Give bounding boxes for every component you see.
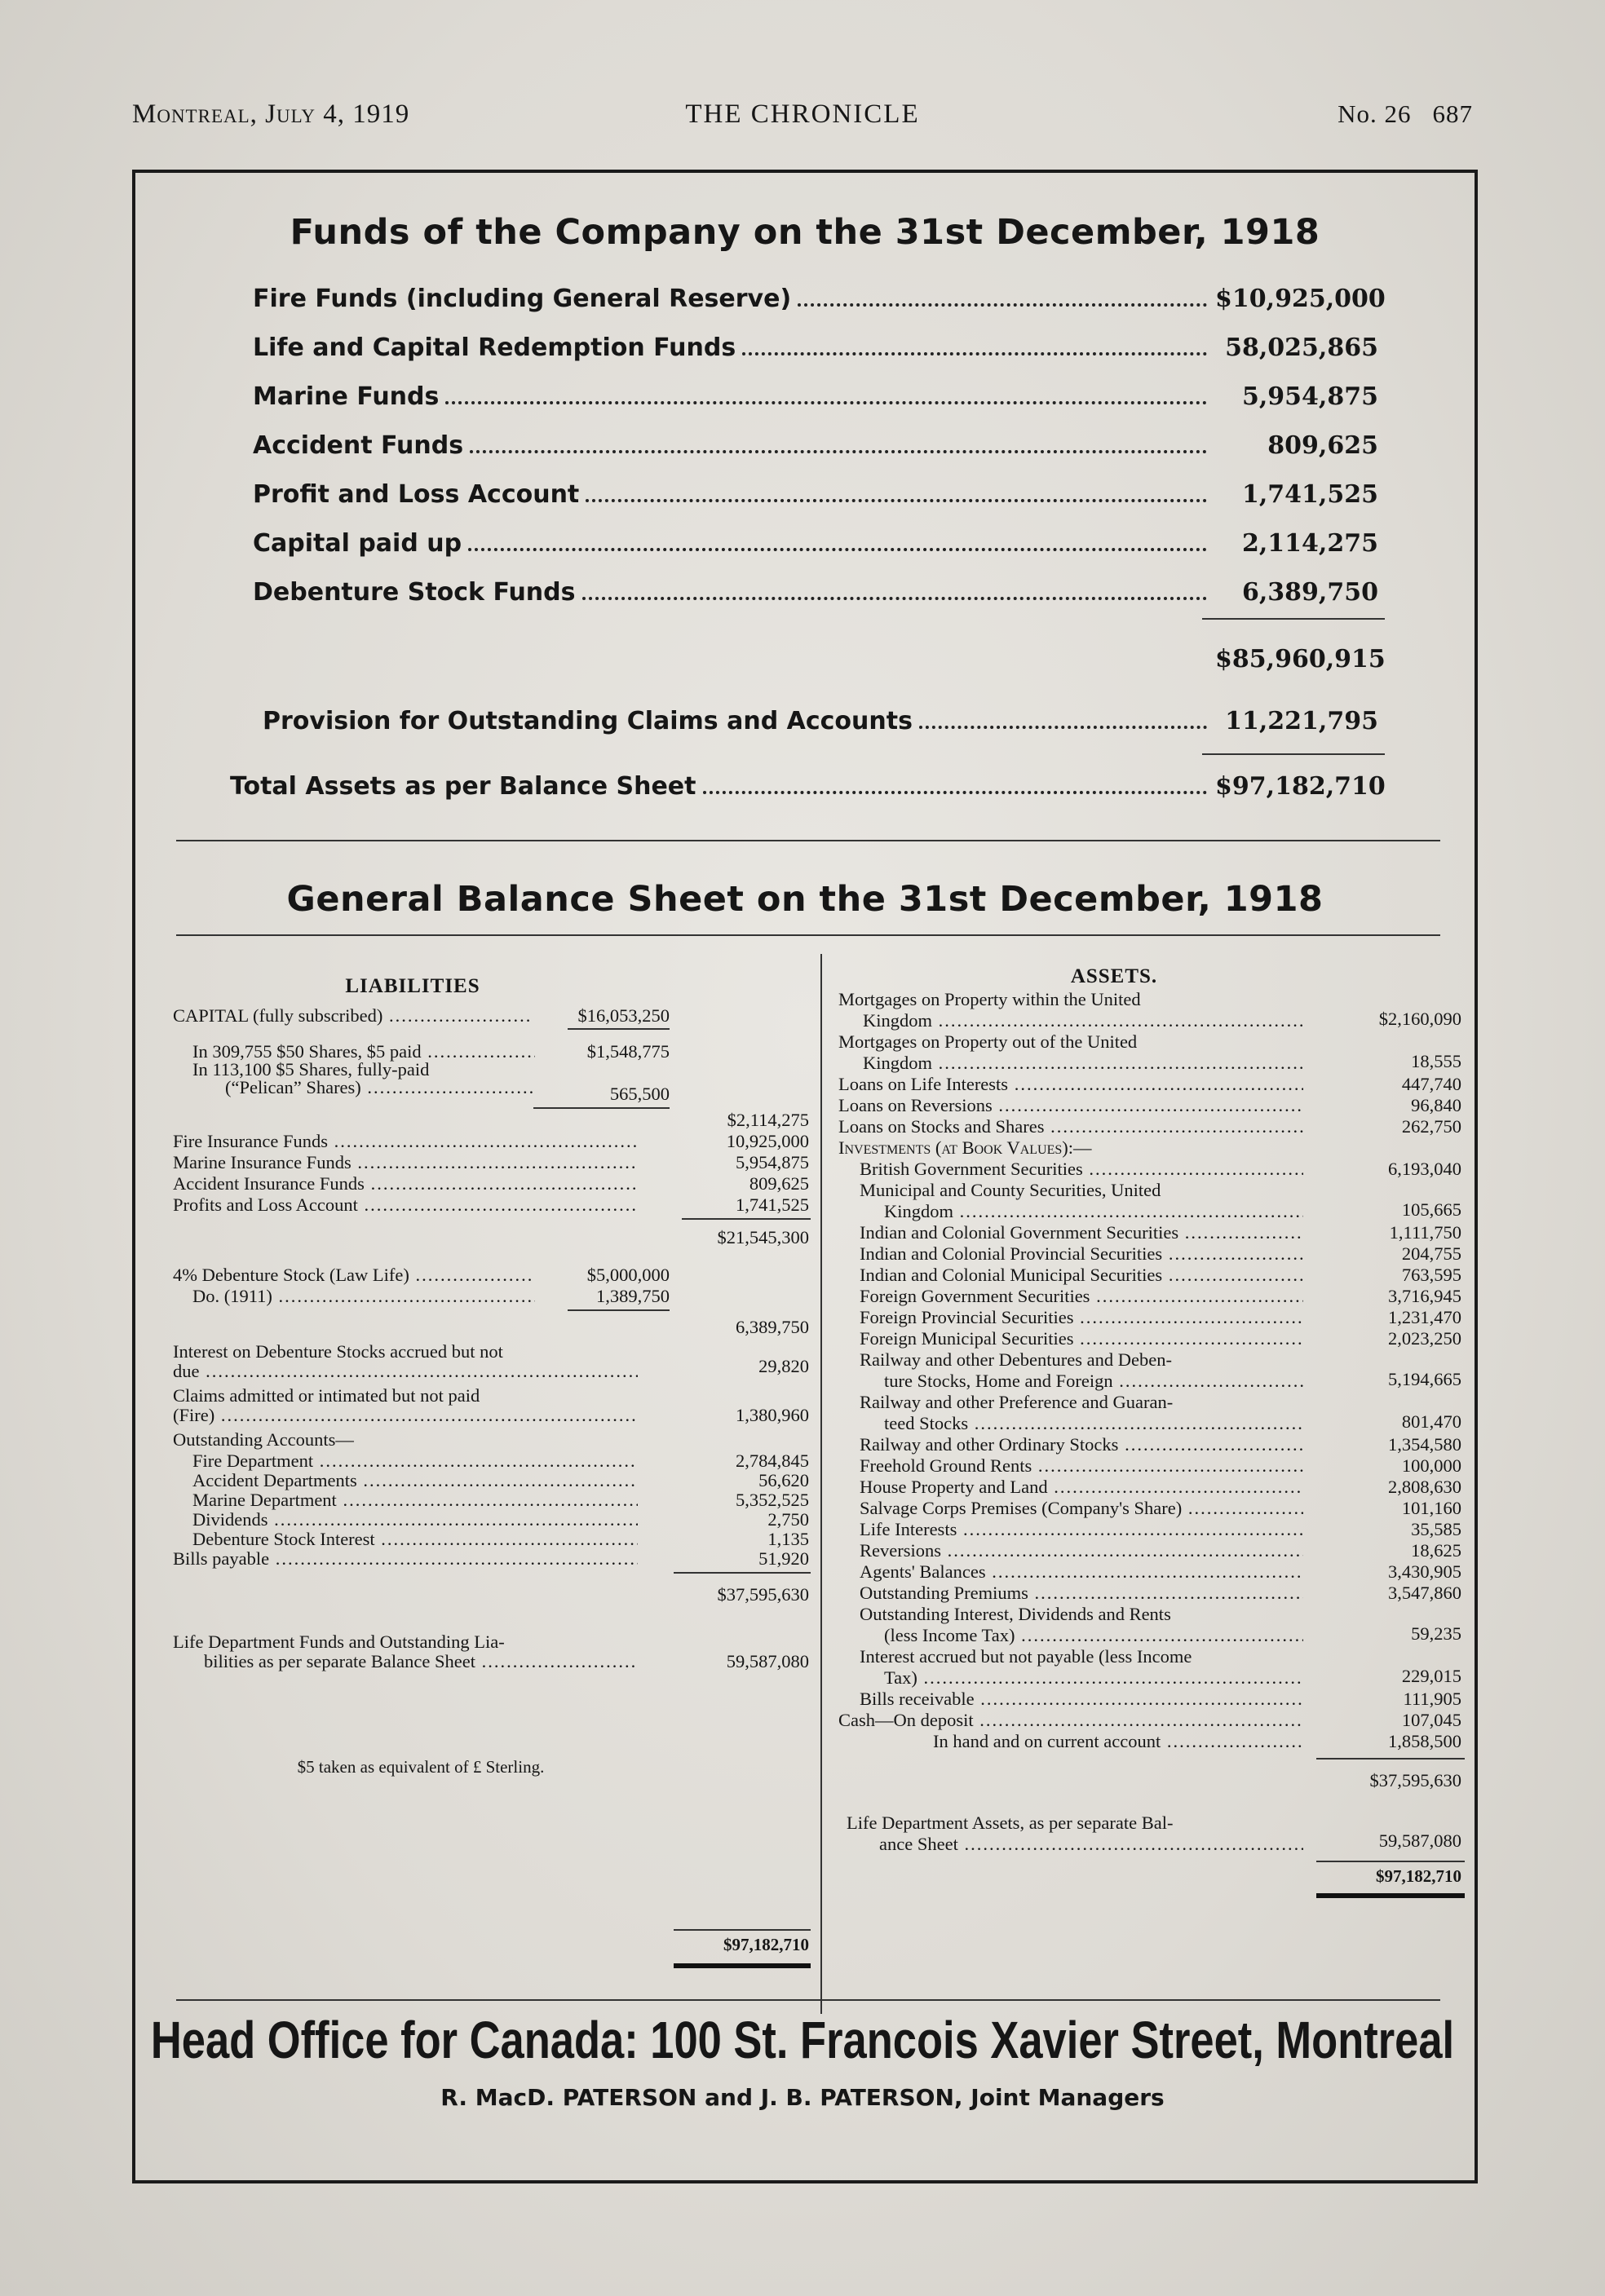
asset-label (860, 1561, 1303, 1583)
header-issue-page (1316, 99, 1473, 129)
fund-amount: 6,389,750 (1241, 578, 1378, 607)
joint-managers: R. MacD. PATERSON and J. B. PATERSON, Joint Managers (440, 2084, 1165, 2111)
asset-amount: 3,547,860 (1388, 1583, 1461, 1603)
fund-label: Life and Capital Redemption Funds (253, 333, 736, 362)
fund-row (253, 373, 1378, 411)
asset-amount: 100,000 (1401, 1455, 1461, 1476)
shares-2-amount: 565,500 (609, 1084, 670, 1104)
debenture-rule (568, 1309, 670, 1311)
funds-total-rule (1202, 753, 1385, 755)
investments-label: Investments (at Book Values):— (838, 1137, 1092, 1158)
asset-label (860, 1539, 1303, 1561)
fire-funds-label (173, 1130, 638, 1152)
asset-label (860, 1455, 1303, 1477)
claims-label-b-text: (Fire) ..... (173, 1404, 638, 1426)
asset-label (860, 1476, 1303, 1498)
asset-label-b-text: Kingdom ..... (863, 1052, 1303, 1074)
shares-1-amount: $1,548,775 (586, 1041, 670, 1062)
fire-dept-label-text: Fire Department ..... (192, 1450, 638, 1472)
running-head (132, 99, 1473, 140)
accident-dept-label (192, 1469, 638, 1491)
bills-payable-label-text: Bills payable ..... (173, 1548, 638, 1570)
asset-amount: 18,625 (1411, 1540, 1461, 1561)
asset-amount: 1,111,750 (1389, 1222, 1461, 1243)
subtotal-2-rule (674, 1572, 811, 1574)
debenture-interest-label-text: Debenture Stock Interest ..... (192, 1528, 638, 1550)
asset-label (838, 1115, 1303, 1137)
asset-label (860, 1518, 1303, 1540)
asset-label (860, 1497, 1303, 1519)
header-page-number: 687 (1432, 99, 1473, 128)
fire-dept-amount: 2,784,845 (736, 1450, 809, 1471)
accident-funds-label-text: Accident Insurance Funds ..... (173, 1172, 638, 1194)
asset-label-text: Freehold Ground Rents ..... (860, 1455, 1303, 1477)
total-assets-amount: $97,182,710 (1215, 772, 1386, 801)
asset-amount: 18,555 (1411, 1051, 1461, 1071)
asset-label-text: Outstanding Premiums ..... (860, 1582, 1303, 1604)
asset-label-a: Railway and other Debentures and Deben- (860, 1349, 1172, 1370)
column-divider (820, 954, 822, 2014)
asset-label-b (884, 1667, 1303, 1689)
assets-double-rule (1316, 1893, 1465, 1898)
header-issue: No. 26 (1338, 99, 1412, 128)
asset-label (860, 1433, 1303, 1455)
leader-dots (445, 401, 1207, 404)
asset-label (838, 1709, 1303, 1731)
asset-label-b (884, 1412, 1303, 1434)
footer-divider (176, 1999, 1440, 2001)
asset-label-text: Indian and Colonial Provincial Securities ..... (860, 1243, 1303, 1265)
fund-row (253, 569, 1378, 607)
liabilities-double-rule (674, 1963, 811, 1968)
asset-label-text: Cash—On deposit ..... (838, 1709, 1303, 1731)
asset-label-a: Mortgages on Property out of the United (838, 1031, 1138, 1052)
liabilities-heading: LIABILITIES (345, 975, 480, 997)
asset-label (860, 1306, 1303, 1328)
life-funds-label-b-text: bilities as per separate Balance Sheet ..... (204, 1650, 638, 1672)
marine-dept-label (192, 1489, 638, 1511)
life-funds-label-b (204, 1650, 638, 1672)
fund-label: Capital paid up (253, 529, 462, 558)
accident-funds-label (173, 1172, 638, 1194)
asset-label-text: Indian and Colonial Government Securities ..... (860, 1221, 1303, 1243)
header-dateline: Montreal, July 4, 1919 (132, 99, 410, 129)
asset-amount: 2,808,630 (1388, 1477, 1461, 1497)
fund-amount: $10,925,000 (1215, 285, 1386, 313)
debenture-1-amount: $5,000,000 (586, 1265, 670, 1285)
asset-amount: 2,023,250 (1388, 1328, 1461, 1349)
accident-dept-label-text: Accident Departments ..... (192, 1469, 638, 1491)
life-assets-amount: 59,587,080 (1378, 1830, 1461, 1851)
balance-title-rule (176, 934, 1440, 936)
asset-label-b (884, 1370, 1303, 1392)
shares-1-label-text: In 309,755 $50 Shares, $5 paid ..... (192, 1040, 535, 1062)
fund-label: Fire Funds (including General Reserve) (253, 285, 792, 313)
asset-label (860, 1285, 1303, 1307)
assets-total-rule-top (1316, 1861, 1465, 1862)
asset-label-text: Life Interests ..... (860, 1518, 1303, 1540)
asset-label-text: British Government Securities ..... (860, 1158, 1303, 1180)
grand-total-rule-top (674, 1929, 811, 1931)
accident-funds-amount: 809,625 (749, 1173, 809, 1194)
asset-label-text: Indian and Colonial Municipal Securities ..... (860, 1264, 1303, 1286)
profit-funds-label (173, 1194, 638, 1216)
debenture-2-amount: 1,389,750 (596, 1286, 670, 1306)
subtotal-2: $37,595,630 (717, 1584, 809, 1605)
section-divider (176, 840, 1440, 841)
asset-amount: 3,716,945 (1388, 1286, 1461, 1306)
leader-dots (470, 450, 1207, 453)
fire-funds-amount: 10,925,000 (726, 1131, 809, 1151)
shares-2-label-b (225, 1076, 535, 1098)
capital-underline (568, 1028, 670, 1030)
asset-label-text: Loans on Life Interests ..... (838, 1073, 1303, 1095)
claims-label-b (173, 1404, 638, 1426)
fund-label: Marine Funds (253, 382, 440, 411)
funds-subtotal: $85,960,915 (1215, 645, 1386, 673)
total-assets-label: Total Assets as per Balance Sheet (230, 772, 696, 801)
asset-amount: 262,750 (1401, 1116, 1461, 1137)
fund-row (253, 520, 1378, 558)
asset-label (860, 1688, 1303, 1710)
marine-funds-label (173, 1151, 638, 1173)
fund-amount: 1,741,525 (1241, 480, 1378, 509)
debenture-interest-amount: 1,135 (767, 1529, 809, 1549)
claims-amount: 1,380,960 (736, 1405, 809, 1425)
assets-grand-total: $97,182,710 (1376, 1866, 1461, 1886)
assets-subtotal: $37,595,630 (1369, 1770, 1461, 1790)
marine-funds-amount: 5,954,875 (736, 1152, 809, 1172)
profit-funds-amount: 1,741,525 (736, 1194, 809, 1215)
header-journal-title: THE CHRONICLE (685, 99, 920, 129)
asset-amount: 59,235 (1411, 1623, 1461, 1644)
assets-heading: ASSETS. (1070, 965, 1158, 987)
bills-payable-label (173, 1548, 638, 1570)
debenture-2-label-text: Do. (1911) ..... (192, 1285, 535, 1307)
marine-dept-label-text: Marine Department ..... (192, 1489, 638, 1511)
debenture-total: 6,389,750 (736, 1317, 809, 1337)
subtotal-1-rule (682, 1218, 811, 1220)
asset-label-b-text: Tax) ..... (884, 1667, 1303, 1689)
interest-label-b-text: due ..... (173, 1360, 638, 1382)
asset-amount: 229,015 (1401, 1666, 1461, 1686)
provision-amount: 11,221,795 (1225, 707, 1378, 735)
life-funds-label-a: Life Department Funds and Outstanding Lia- (173, 1631, 505, 1652)
total-assets-row (230, 763, 1386, 801)
leader-dots (798, 303, 1207, 307)
asset-label (860, 1582, 1303, 1604)
asset-amount: 447,740 (1401, 1074, 1461, 1094)
fund-label: Profit and Loss Account (253, 480, 580, 509)
liabilities-grand-total: $97,182,710 (723, 1935, 809, 1954)
asset-amount: 5,194,665 (1388, 1369, 1461, 1389)
asset-label-a: Municipal and County Securities, United (860, 1180, 1161, 1200)
accident-dept-amount: 56,620 (758, 1470, 809, 1490)
fund-label: Debenture Stock Funds (253, 578, 576, 607)
funds-title: Funds of the Company on the 31st December, 1918 (290, 212, 1320, 253)
asset-label-text: Foreign Government Securities ..... (860, 1285, 1303, 1307)
interest-label-b (173, 1360, 638, 1382)
fund-row (253, 276, 1386, 313)
asset-label-b (863, 1009, 1303, 1031)
fund-row (253, 325, 1378, 362)
fund-amount: 809,625 (1267, 431, 1378, 460)
asset-amount: 105,665 (1401, 1199, 1461, 1220)
debenture-1-label (173, 1264, 532, 1286)
life-assets-label-a: Life Department Assets, as per separate Bal- (847, 1813, 1174, 1833)
asset-amount: 96,840 (1411, 1095, 1461, 1115)
asset-label-b (863, 1052, 1303, 1074)
shares-2-label-a: In 113,100 $5 Shares, fully-paid (192, 1059, 430, 1080)
leader-dots (586, 499, 1207, 502)
asset-label-text: Loans on Reversions ..... (838, 1094, 1303, 1116)
debenture-1-label-text: 4% Debenture Stock (Law Life) ..... (173, 1264, 532, 1286)
interest-amount: 29,820 (758, 1356, 809, 1376)
leader-dots (742, 352, 1207, 355)
balance-sheet-title: General Balance Sheet on the 31st December, 1918 (286, 879, 1324, 920)
shares-rule (533, 1107, 670, 1109)
asset-amount: 204,755 (1401, 1243, 1461, 1264)
asset-label (860, 1243, 1303, 1265)
funds-subtotal-row (253, 636, 1386, 673)
asset-label-text: Loans on Stocks and Shares ..... (838, 1115, 1303, 1137)
asset-amount: 101,160 (1401, 1498, 1461, 1518)
asset-amount: 1,858,500 (1388, 1731, 1461, 1751)
provision-row (263, 698, 1378, 735)
asset-label-text: Foreign Municipal Securities ..... (860, 1327, 1303, 1349)
asset-amount: 3,430,905 (1388, 1561, 1461, 1582)
asset-amount: $2,160,090 (1378, 1009, 1461, 1029)
asset-label-b-text: (less Income Tax) ..... (884, 1624, 1303, 1646)
capital-paid-total: $2,114,275 (727, 1110, 809, 1130)
asset-label (860, 1327, 1303, 1349)
asset-amount: 6,193,040 (1388, 1159, 1461, 1179)
leader-dots (468, 548, 1207, 551)
life-funds-amount: 59,587,080 (726, 1651, 809, 1671)
asset-label (838, 1094, 1303, 1116)
sterling-note: $5 taken as equivalent of £ Sterling. (297, 1757, 545, 1777)
asset-amount: 801,470 (1401, 1411, 1461, 1432)
capital-amount: $16,053,250 (577, 1005, 670, 1026)
asset-label-a: Interest accrued but not payable (less Income (860, 1646, 1192, 1667)
fire-dept-label (192, 1450, 638, 1472)
asset-label (860, 1264, 1303, 1286)
shares-2-label-b-text: (“Pelican” Shares) ..... (225, 1076, 535, 1098)
leader-dots (582, 597, 1208, 600)
dividends-label (192, 1508, 638, 1530)
asset-label-b (884, 1624, 1303, 1646)
bills-payable-amount: 51,920 (758, 1548, 809, 1569)
interest-label-a: Interest on Debenture Stocks accrued but not (173, 1341, 503, 1362)
asset-amount: 1,354,580 (1388, 1434, 1461, 1455)
asset-label (933, 1730, 1303, 1752)
asset-label-text: Reversions ..... (860, 1539, 1303, 1561)
fire-funds-label-text: Fire Insurance Funds ..... (173, 1130, 638, 1152)
marine-dept-amount: 5,352,525 (736, 1490, 809, 1510)
asset-amount: 35,585 (1411, 1519, 1461, 1539)
asset-amount: 1,231,470 (1388, 1307, 1461, 1327)
asset-label-a: Mortgages on Property within the United (838, 989, 1141, 1009)
debenture-interest-label (192, 1528, 638, 1550)
fund-amount: 2,114,275 (1241, 529, 1378, 558)
capital-label-text: CAPITAL (fully subscribed) ..... (173, 1004, 532, 1027)
fund-row (253, 471, 1378, 509)
asset-label (860, 1158, 1303, 1180)
funds-subtotal-rule (1202, 618, 1385, 620)
asset-label-text: Agents' Balances ..... (860, 1561, 1303, 1583)
asset-label-text: Railway and other Ordinary Stocks ..... (860, 1433, 1303, 1455)
asset-label-text: House Property and Land ..... (860, 1476, 1303, 1498)
fund-row (253, 422, 1378, 460)
asset-label-a: Railway and other Preference and Guaran- (860, 1392, 1174, 1412)
fund-label: Accident Funds (253, 431, 464, 460)
asset-label (838, 1073, 1303, 1095)
provision-label: Provision for Outstanding Claims and Accounts (263, 707, 913, 735)
profit-funds-label-text: Profits and Loss Account ..... (173, 1194, 638, 1216)
asset-label-text: In hand and on current account ..... (933, 1730, 1303, 1752)
life-assets-label-b-text: ance Sheet ..... (879, 1833, 1303, 1855)
capital-label (173, 1004, 532, 1027)
subtotal-1: $21,545,300 (717, 1227, 809, 1247)
debenture-2-label (192, 1285, 535, 1307)
head-office-address: Head Office for Canada: 100 St. Francois Xavier Street, Montreal (150, 2011, 1455, 2069)
claims-label-a: Claims admitted or intimated but not paid (173, 1385, 480, 1406)
dividends-label-text: Dividends ..... (192, 1508, 638, 1530)
asset-amount: 111,905 (1403, 1689, 1461, 1709)
asset-amount: 763,595 (1401, 1265, 1461, 1285)
outstanding-accounts-label: Outstanding Accounts— (173, 1429, 354, 1450)
asset-label-b-text: ture Stocks, Home and Foreign ..... (884, 1370, 1303, 1392)
asset-label-b (884, 1200, 1303, 1222)
asset-label-text: Foreign Provincial Securities ..... (860, 1306, 1303, 1328)
marine-funds-label-text: Marine Insurance Funds ..... (173, 1151, 638, 1173)
life-assets-label-b (879, 1833, 1303, 1855)
asset-label (860, 1221, 1303, 1243)
asset-label-a: Outstanding Interest, Dividends and Rents (860, 1604, 1171, 1624)
advertisement-frame (132, 170, 1478, 2183)
assets-subtotal-rule (1316, 1758, 1465, 1760)
fund-amount: 58,025,865 (1225, 333, 1378, 362)
asset-label-b-text: Kingdom ..... (884, 1200, 1303, 1222)
asset-amount: 107,045 (1401, 1710, 1461, 1730)
asset-label-b-text: Kingdom ..... (863, 1009, 1303, 1031)
dividends-amount: 2,750 (767, 1509, 809, 1530)
asset-label-text: Bills receivable ..... (860, 1688, 1303, 1710)
asset-label-text: Salvage Corps Premises (Company's Share) ..... (860, 1497, 1303, 1519)
fund-amount: 5,954,875 (1241, 382, 1378, 411)
asset-label-b-text: teed Stocks ..... (884, 1412, 1303, 1434)
